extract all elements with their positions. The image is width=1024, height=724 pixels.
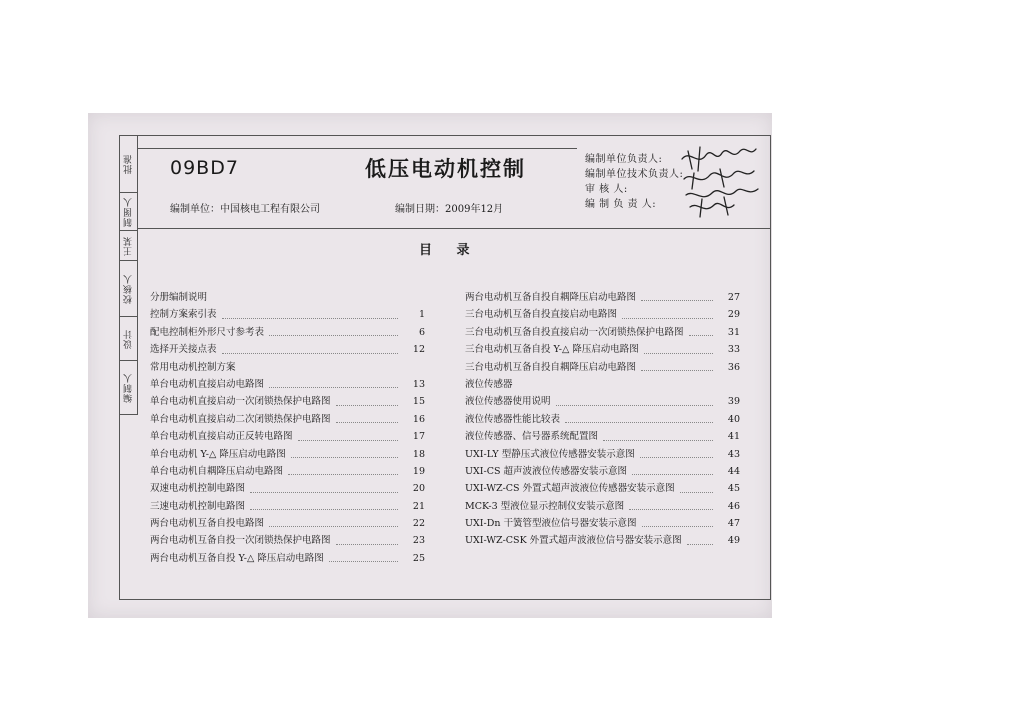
toc-page-number: 23 [412,535,425,547]
toc-entry-label: 三速电动机控制电路图 [150,500,246,512]
handwritten-signatures [680,145,765,220]
toc-entry-label: 三台电动机互备自投 Y-△ 降压启动电路图 [465,344,639,356]
dot-leader [689,335,713,336]
toc-left-column [150,289,425,567]
toc-entry [150,411,425,428]
dot-leader [222,353,398,354]
sidebar-cell [119,361,137,415]
dot-leader [642,526,714,527]
dot-leader [269,335,398,336]
dot-leader [336,422,398,423]
toc-section-heading [150,289,425,306]
dot-leader [603,440,713,441]
dot-leader [329,561,398,562]
toc-entry-label: 两台电动机互备自投一次闭锁热保护电路图 [150,535,331,547]
toc-entry [465,463,740,480]
toc-entry [150,428,425,445]
sidebar-cell-text: 设计 [123,328,134,349]
dot-leader [640,457,713,458]
toc-page-number: 39 [727,396,740,408]
toc-entry [150,463,425,480]
toc-page-number: 17 [412,431,425,443]
header-divider [137,228,771,229]
toc-entry-label: UXI-CS 超声波液位传感器安装示意图 [465,465,628,477]
dot-leader [222,318,398,319]
approval-sidebar [119,135,138,415]
toc-entry [150,532,425,549]
dot-leader [680,492,713,493]
toc-entry-label: UXI-Dn 干簧管型液位信号器安装示意图 [465,518,637,530]
toc-entry-label: 单台电动机直接启动电路图 [150,378,265,390]
dot-leader [291,457,398,458]
dot-leader [250,492,398,493]
sidebar-cell-text: 编制人 [123,372,134,403]
page-title: 低压电动机控制 [365,157,526,181]
toc-entry [150,480,425,497]
sidebar-cell-text: 王某 [123,235,134,256]
role-label: 编 制 负 责 人: [585,199,657,210]
toc-entry [465,324,740,341]
dot-leader [622,318,713,319]
toc-page-number: 49 [727,535,740,547]
toc-entry-label: UXI-WZ-CS 外置式超声波液位传感器安装示意图 [465,483,675,495]
toc-entry-label: 两台电动机互备自投电路图 [150,518,265,530]
toc-entry [465,498,740,515]
toc-entry [150,498,425,515]
compiler-unit: 编制单位：中国核电工程有限公司 [170,204,320,215]
dot-leader [641,300,713,301]
sidebar-cell [119,317,137,361]
toc-entry [465,532,740,549]
toc-page-number: 13 [412,378,425,390]
dot-leader [250,509,398,510]
toc-entry-label: 分册编制说明 [150,291,208,303]
toc-entry [465,289,740,306]
toc-entry [465,515,740,532]
sidebar-cell [119,231,137,261]
toc-entry-label: 选择开关接点表 [150,344,217,356]
toc-entry-label: 两台电动机互备自投自耦降压启动电路图 [465,291,637,303]
toc-entry [150,515,425,532]
toc-entry-label: UXI-WZ-CSK 外置式超声波液位信号器安装示意图 [465,535,682,547]
toc-entry [150,306,425,323]
toc-entry-label: 常用电动机控制方案 [150,361,236,373]
toc-entry-label: 液位传感器使用说明 [465,396,551,408]
toc-entry [150,376,425,393]
dot-leader [269,387,398,388]
toc-entry [465,446,740,463]
sidebar-cell-text: 校核人 [123,273,134,304]
dot-leader [556,405,713,406]
toc-section-heading [150,359,425,376]
dot-leader [298,440,398,441]
toc-entry [150,324,425,341]
toc-entry-label: 单台电动机直接启动正反转电路图 [150,431,293,443]
toc-page-number: 41 [727,431,740,443]
toc-page-number: 40 [727,413,740,425]
toc-entry [465,411,740,428]
toc-page-number: 20 [412,483,425,495]
compile-date: 编制日期：2009年12月 [395,204,504,215]
toc-entry-label: 单台电动机直接启动二次闭锁热保护电路图 [150,413,331,425]
sidebar-cell-text: 制图人 [123,196,134,227]
toc-entry-label: 三台电动机互备自投直接启动一次闭锁热保护电路图 [465,326,684,338]
toc-entry [150,341,425,358]
responsible-persons [585,152,683,212]
toc-entry [150,393,425,410]
toc-page-number: 43 [727,448,740,460]
toc-title: 目 录 [419,243,480,258]
toc-entry-label: 单台电动机自耦降压启动电路图 [150,465,284,477]
dot-leader [629,509,713,510]
toc-page-number: 25 [412,552,425,564]
toc-entry-label: 单台电动机 Y-△ 降压启动电路图 [150,448,286,460]
toc-page-number: 22 [412,518,425,530]
dot-leader [641,370,713,371]
toc-entry [465,359,740,376]
toc-entry [150,446,425,463]
toc-entry-label: 双速电动机控制电路图 [150,483,246,495]
toc-entry-label: 控制方案索引表 [150,309,217,321]
toc-page-number: 19 [412,465,425,477]
toc-entry-label: 三台电动机互备自投自耦降压启动电路图 [465,361,637,373]
dot-leader [565,422,713,423]
dot-leader [336,544,398,545]
toc-entry-label: 三台电动机互备自投直接启动电路图 [465,309,618,321]
dot-leader [632,474,713,475]
toc-entry-label: 两台电动机互备自投 Y-△ 降压启动电路图 [150,552,324,564]
dot-leader [288,474,398,475]
toc-page-number: 29 [727,309,740,321]
toc-entry [465,306,740,323]
toc-entry-label: 液位传感器、信号器系统配置图 [465,431,599,443]
toc-entry-label: 液位传感器 [465,378,513,390]
toc-entry [465,428,740,445]
role-label: 审 核 人: [585,184,628,195]
toc-page-number: 18 [412,448,425,460]
toc-right-column [465,289,740,550]
toc-page-number: 15 [412,396,425,408]
dot-leader [336,405,398,406]
toc-page-number: 27 [727,291,740,303]
toc-page-number: 21 [412,500,425,512]
top-band-line [137,148,577,149]
toc-page-number: 33 [727,344,740,356]
sidebar-cell [119,135,137,193]
toc-page-number: 31 [727,326,740,338]
toc-entry [465,393,740,410]
role-label: 编制单位负责人: [585,154,663,165]
drawing-number: 09BD7 [170,157,239,179]
toc-page-number: 12 [412,344,425,356]
sidebar-cell [119,261,137,317]
toc-section-heading [465,376,740,393]
toc-entry [465,341,740,358]
toc-entry-label: MCK-3 型液位显示控制仪安装示意图 [465,500,625,512]
toc-page-number: 47 [727,518,740,530]
toc-entry [465,480,740,497]
sidebar-cell-text: 批准 [123,153,134,174]
toc-entry-label: 液位传感器性能比较表 [465,413,561,425]
toc-page-number: 1 [418,309,425,321]
role-label: 编制单位技术负责人: [585,169,684,180]
dot-leader [269,526,398,527]
dot-leader [644,353,713,354]
toc-page-number: 44 [727,465,740,477]
toc-page-number: 46 [727,500,740,512]
toc-page-number: 36 [727,361,740,373]
dot-leader [687,544,713,545]
toc-entry-label: 配电控制柜外形尺寸参考表 [150,326,265,338]
toc-page-number: 16 [412,413,425,425]
toc-entry-label: UXI-LY 型静压式液位传感器安装示意图 [465,448,635,460]
toc-entry-label: 单台电动机直接启动一次闭锁热保护电路图 [150,396,331,408]
toc-page-number: 45 [727,483,740,495]
toc-entry [150,550,425,567]
toc-page-number: 6 [418,326,425,338]
sidebar-cell [119,193,137,231]
